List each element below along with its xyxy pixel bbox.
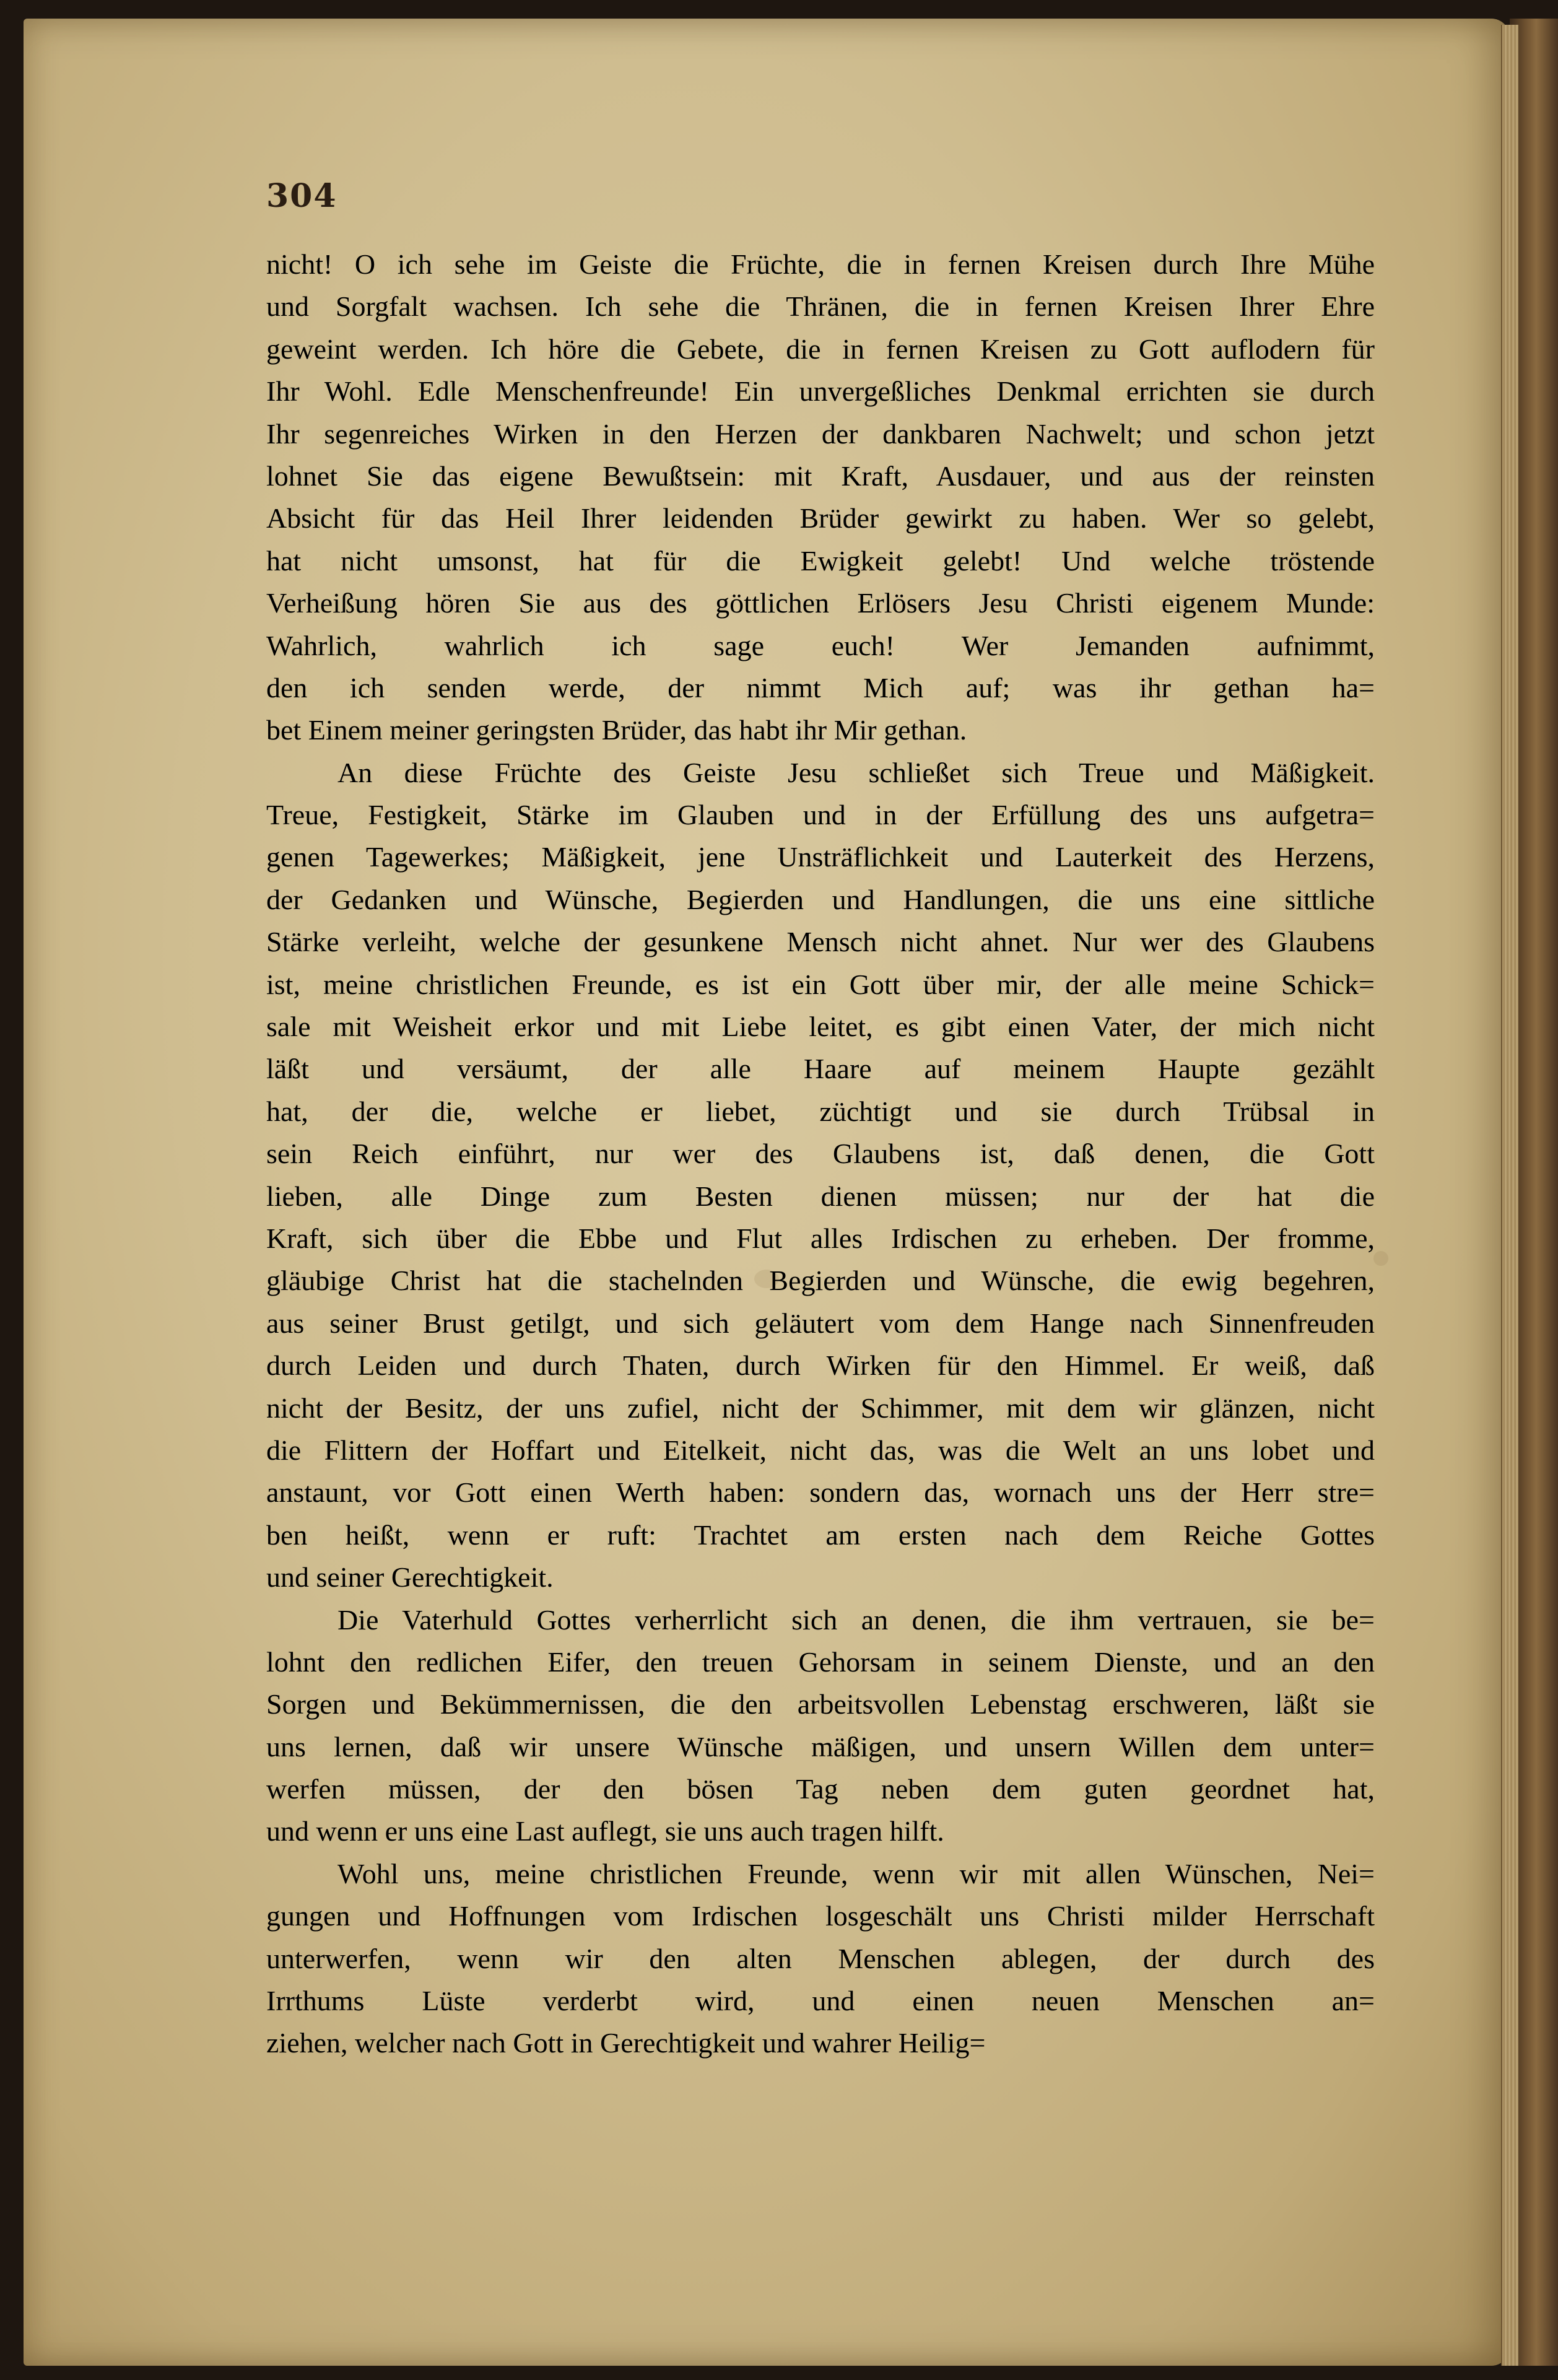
text-line: werfen müssen, der den bösen Tag neben dem guten geordnet hat, (266, 1773, 1375, 1805)
text-line: lieben, alle Dinge zum Besten dienen müssen; nur der hat die (266, 1180, 1375, 1212)
text-line: Die Vaterhuld Gottes verherrlicht sich an denen, die ihm vertrauen, sie be= (337, 1603, 1375, 1636)
text-line: Absicht für das Heil Ihrer leidenden Brüder gewirkt zu haben. Wer so gelebt, (266, 502, 1375, 534)
text-line: genen Tagewerkes; Mäßigkeit, jene Unsträflichkeit und Lauterkeit des Herzens, (266, 841, 1375, 873)
page-number: 304 (266, 177, 337, 215)
ink-spot (1373, 1251, 1388, 1266)
text-line: Wohl uns, meine christlichen Freunde, wenn wir mit allen Wünschen, Nei= (337, 1857, 1375, 1890)
text-line: hat, der die, welche er liebet, züchtigt und sie durch Trübsal in (266, 1095, 1375, 1127)
text-line: ziehen, welcher nach Gott in Gerechtigkeit und wahrer Heilig= (266, 2027, 986, 2059)
text-line: Wahrlich, wahrlich ich sage euch! Wer Jemanden aufnimmt, (266, 629, 1375, 661)
text-line: Stärke verleiht, welche der gesunkene Mensch nicht ahnet. Nur wer des Glaubens (266, 926, 1375, 958)
text-line: Ihr segenreiches Wirken in den Herzen der dankbaren Nachwelt; und schon jetzt (266, 417, 1375, 450)
text-line: unterwerfen, wenn wir den alten Menschen ablegen, der durch des (266, 1942, 1375, 1974)
text-line: und Sorgfalt wachsen. Ich sehe die Thränen, die in fernen Kreisen Ihrer Ehre (266, 290, 1375, 323)
text-line: Treue, Festigkeit, Stärke im Glauben und in der Erfüllung des uns aufgetra= (266, 799, 1375, 831)
text-line: Sorgen und Bekümmernissen, die den arbeitsvollen Lebenstag erschweren, läßt sie (266, 1688, 1375, 1720)
text-line: Ihr Wohl. Edle Menschenfreunde! Ein unvergeßliches Denkmal errichten sie durch (266, 375, 1375, 408)
text-line: und wenn er uns eine Last auflegt, sie uns auch tragen hilft. (266, 1815, 944, 1847)
text-line: nicht! O ich sehe im Geiste die Früchte, die in fernen Kreisen durch Ihre Mühe (266, 248, 1375, 280)
text-line: anstaunt, vor Gott einen Werth haben: sondern das, wornach uns der Herr stre= (266, 1476, 1375, 1509)
text-line: läßt und versäumt, der alle Haare auf meinem Haupte gezählt (266, 1053, 1375, 1085)
text-line: die Flittern der Hoffart und Eitelkeit, nicht das, was die Welt an uns lobet und (266, 1434, 1375, 1466)
text-line: sale mit Weisheit erkor und mit Liebe leitet, es gibt einen Vater, der mich nicht (266, 1011, 1375, 1043)
text-line: lohnt den redlichen Eifer, den treuen Gehorsam in seinem Dienste, und an den (266, 1646, 1375, 1678)
text-line: ben heißt, wenn er ruft: Trachtet am ersten nach dem Reiche Gottes (266, 1519, 1375, 1551)
text-line: Irrthums Lüste verderbt wird, und einen neuen Menschen an= (266, 1985, 1375, 2017)
text-line: lohnet Sie das eigene Bewußtsein: mit Kraft, Ausdauer, und aus der reinsten (266, 460, 1375, 492)
text-line: uns lernen, daß wir unsere Wünsche mäßigen, und unsern Willen dem unter= (266, 1730, 1375, 1763)
text-line: den ich senden werde, der nimmt Mich auf; was ihr gethan ha= (266, 671, 1375, 704)
text-line: An diese Früchte des Geiste Jesu schließet sich Treue und Mäßigkeit. (337, 756, 1375, 788)
text-line: geweint werden. Ich höre die Gebete, die in fernen Kreisen zu Gott auflodern für (266, 333, 1375, 365)
text-line: bet Einem meiner geringsten Brüder, das habt ihr Mir gethan. (266, 714, 967, 746)
text-line: Verheißung hören Sie aus des göttlichen Erlösers Jesu Christi eigenem Munde: (266, 587, 1375, 619)
text-line: gläubige Christ hat die stachelnden Begierden und Wünsche, die ewig begehren, (266, 1265, 1375, 1297)
text-line: nicht der Besitz, der uns zufiel, nicht der Schimmer, mit dem wir glänzen, nicht (266, 1392, 1375, 1424)
text-line: der Gedanken und Wünsche, Begierden und Handlungen, die uns eine sittliche (266, 883, 1375, 915)
page-edges (1501, 25, 1518, 2366)
text-line: hat nicht umsonst, hat für die Ewigkeit gelebt! Und welche tröstende (266, 544, 1375, 577)
text-line: durch Leiden und durch Thaten, durch Wirken für den Himmel. Er weiß, daß (266, 1349, 1375, 1382)
body-text (266, 243, 1375, 2065)
text-line: Kraft, sich über die Ebbe und Flut alles Irdischen zu erheben. Der fromme, (266, 1222, 1375, 1254)
text-line: aus seiner Brust getilgt, und sich geläutert vom dem Hange nach Sinnenfreuden (266, 1307, 1375, 1339)
text-line: ist, meine christlichen Freunde, es ist ein Gott über mir, der alle meine Schick= (266, 968, 1375, 1000)
text-line: gungen und Hoffnungen vom Irdischen losgeschält uns Christi milder Herrschaft (266, 1900, 1375, 1932)
text-line: und seiner Gerechtigkeit. (266, 1561, 554, 1593)
text-line: sein Reich einführt, nur wer des Glaubens ist, daß denen, die Gott (266, 1138, 1375, 1170)
